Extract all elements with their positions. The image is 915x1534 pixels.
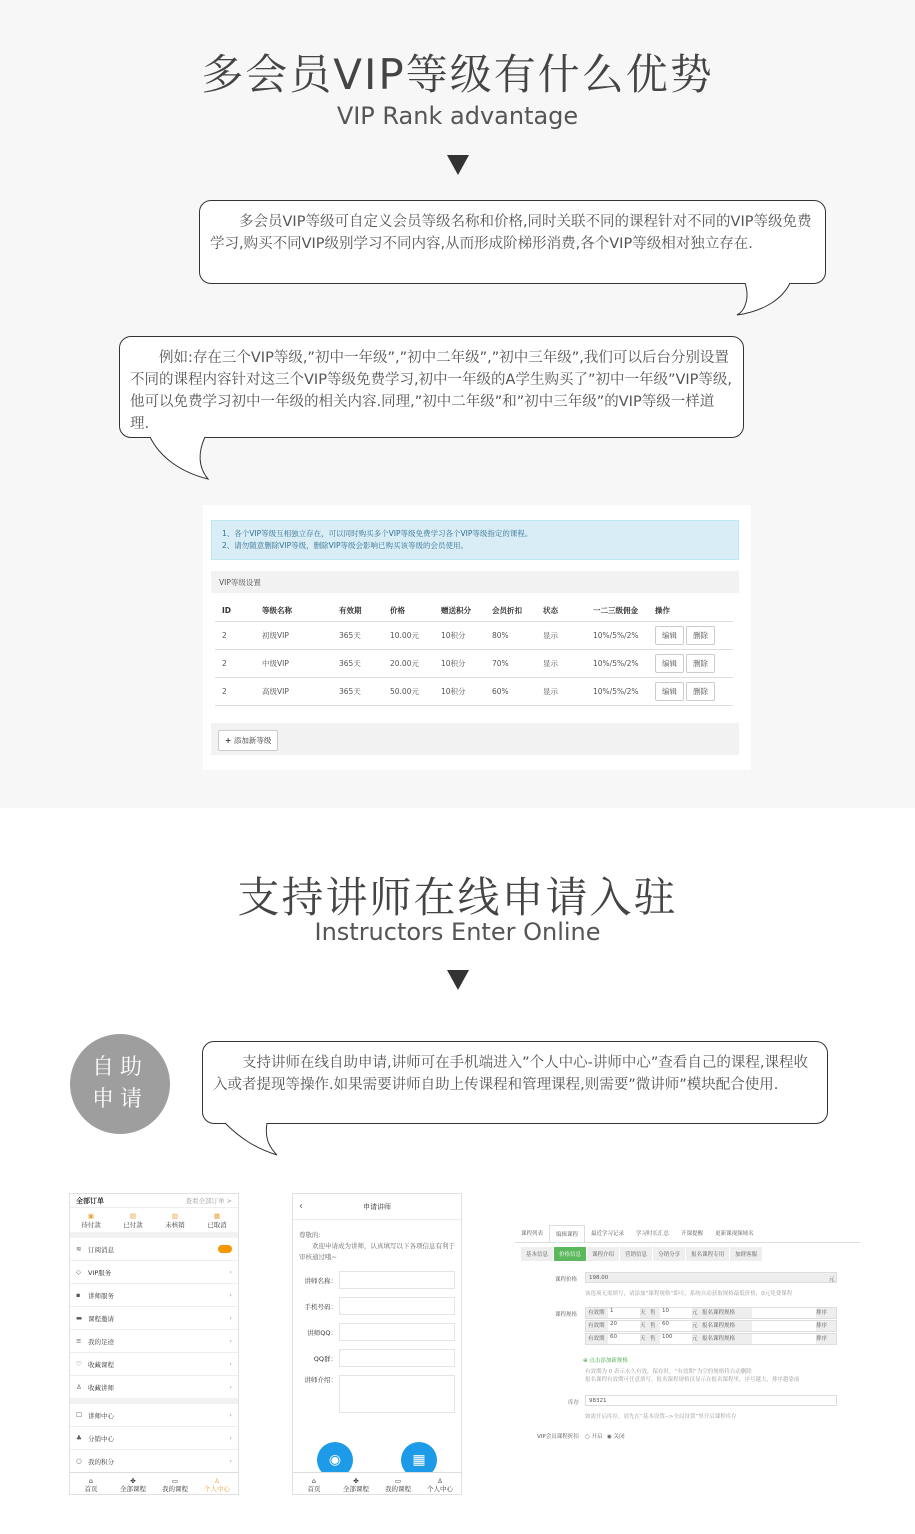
- spec-day-unit: 天: [640, 1321, 650, 1331]
- spec-price-label: 售: [650, 1321, 660, 1331]
- tab-label: 我的课程: [162, 1485, 188, 1493]
- spec-sort-label: 排序: [816, 1334, 836, 1344]
- menu-item-footprint[interactable]: [70, 1330, 238, 1353]
- ticket-icon: ▥: [171, 1212, 179, 1220]
- price-unit: 元: [829, 1277, 835, 1283]
- cell-status: 显示: [536, 621, 586, 649]
- tab-label: 我的课程: [385, 1485, 411, 1493]
- mobile-personal-center: [69, 1193, 239, 1495]
- section-title: 支持讲师在线申请入驻: [237, 873, 678, 922]
- menu-item-invite[interactable]: [70, 1307, 238, 1330]
- cell-status: 显示: [536, 677, 586, 705]
- spec-table: [585, 1307, 837, 1345]
- tab-reminder[interactable]: 开课提醒: [681, 1231, 704, 1237]
- order-tab-unverified[interactable]: [154, 1208, 196, 1232]
- section-subtitle: Instructors Enter Online: [314, 918, 601, 946]
- subtab-group[interactable]: 加群客服: [730, 1247, 762, 1261]
- form-row: [293, 1267, 461, 1293]
- grid-icon: ✤: [130, 1477, 136, 1485]
- bottom-tabbar: [293, 1472, 461, 1494]
- spec-price-input[interactable]: 100: [662, 1334, 673, 1340]
- column-header: 会员折扣: [485, 601, 536, 621]
- cell-period: 365天: [332, 649, 383, 677]
- radio-label: 关闭: [613, 1434, 625, 1440]
- spec-price-input[interactable]: 60: [662, 1321, 669, 1327]
- chat-icon: ☐: [76, 1411, 82, 1419]
- subtab-marketing[interactable]: 营销信息: [620, 1247, 652, 1261]
- price-hint: 该选项无需填写，请添加“课程规格”即可，系统自动获取规格最低价格，0元免费课程: [585, 1291, 793, 1297]
- column-header: 等级名称: [255, 601, 332, 621]
- cancel-icon: ▦: [213, 1212, 221, 1220]
- cell-points: 10积分: [434, 677, 485, 705]
- tab-label: 首页: [307, 1485, 321, 1493]
- cell-points: 10积分: [434, 649, 485, 677]
- bubble-tail-icon: [745, 283, 795, 318]
- section-title: 多会员VIP等级有什么优势: [201, 50, 714, 99]
- menu-label: 我的足迹: [88, 1337, 114, 1346]
- tab-study-duration[interactable]: 学习时长汇总: [636, 1231, 670, 1237]
- cell-period: 365天: [332, 677, 383, 705]
- cell-discount: 60%: [485, 677, 536, 705]
- menu-item-lecturer-service[interactable]: [70, 1284, 238, 1307]
- stock-input[interactable]: [585, 1395, 837, 1406]
- cell-price: 20.00元: [383, 649, 434, 677]
- spec-label: 课程规格: [555, 1312, 578, 1318]
- all-orders-link[interactable]: 查看全部订单 >: [185, 1197, 232, 1205]
- cell-status: 显示: [536, 649, 586, 677]
- lecturer-name-input[interactable]: [339, 1271, 455, 1289]
- edit-button[interactable]: 编辑: [655, 682, 684, 701]
- book-icon: ▭: [394, 1477, 402, 1485]
- chevron-right-icon: ›: [229, 1360, 232, 1368]
- vip-off-radio[interactable]: [607, 1432, 625, 1440]
- camera-icon: ◉: [328, 1452, 342, 1468]
- diamond-icon: ◇: [76, 1268, 81, 1276]
- user-icon: ♙: [76, 1383, 82, 1391]
- order-tab-paid[interactable]: [112, 1208, 154, 1232]
- menu-label: 订阅消息: [88, 1245, 114, 1254]
- tab-label: 个人中心: [204, 1485, 230, 1493]
- tab-label: 首页: [84, 1485, 98, 1493]
- tab-home[interactable]: [70, 1473, 112, 1494]
- field-label: 讲师QQ：: [307, 1328, 337, 1337]
- spec-day-unit: 天: [640, 1334, 650, 1344]
- tab-all-courses[interactable]: [335, 1473, 377, 1494]
- bubble-text: 多会员VIP等级可自定义会员等级名称和价格,同时关联不同的课程针对不同的VIP等级免费学习,购买不同VIP级别学习不同内容,从而形成阶梯形消费,各个VIP等级相对独立存在.: [210, 214, 812, 252]
- stock-label: 库存: [568, 1400, 580, 1406]
- menu-item-lecturer-center[interactable]: [70, 1404, 238, 1427]
- field-label: QQ群：: [313, 1354, 337, 1363]
- radio-label: 开启: [591, 1434, 603, 1440]
- delete-button[interactable]: 删除: [686, 626, 715, 645]
- badge-line: 自助: [91, 1055, 148, 1080]
- receipt-icon: ▤: [129, 1212, 137, 1220]
- notice-line: 1、各个VIP等级互相独立存在，可以同时购买多个VIP等级免费学习各个VIP等级指定的课程。: [222, 529, 533, 538]
- form-row: [293, 1371, 461, 1419]
- cell-discount: 80%: [485, 621, 536, 649]
- tab-home[interactable]: [293, 1473, 335, 1494]
- column-header: 一二三级佣金: [586, 601, 648, 621]
- badge-line: 申请: [91, 1087, 148, 1112]
- edit-button[interactable]: 编辑: [655, 626, 684, 645]
- menu-label: 课程邀请: [88, 1314, 114, 1323]
- add-level-button[interactable]: [218, 730, 278, 751]
- spec-price-input[interactable]: 10: [662, 1308, 669, 1314]
- tab-my-courses[interactable]: [377, 1473, 419, 1494]
- chevron-right-icon: ›: [229, 1337, 232, 1345]
- bubble-text: 支持讲师在线自助申请,讲师可在手机端进入”个人中心-讲师中心”查看自己的课程,课程收入或者提现等操作.如果需要讲师自助上传课程和管理课程,则需要”微讲师”模块配合使用.: [213, 1055, 808, 1093]
- speech-bubble: [202, 1041, 828, 1124]
- panel-heading: VIP等级设置: [211, 571, 739, 593]
- tab-my-courses[interactable]: [154, 1473, 196, 1494]
- edit-button[interactable]: 编辑: [655, 654, 684, 673]
- add-level-label: 添加新等级: [233, 736, 272, 745]
- lecturer-icon: ▪: [76, 1291, 81, 1299]
- add-spec-label: 点击添加新规格: [589, 1358, 628, 1364]
- radio-empty-icon: ○: [585, 1434, 592, 1440]
- tab-course-list[interactable]: 课程列表: [521, 1231, 544, 1237]
- points-icon: ○: [76, 1457, 82, 1465]
- spec-signup-label: 报名课程规格: [702, 1308, 752, 1318]
- cell-discount: 70%: [485, 649, 536, 677]
- down-arrow-icon: [447, 155, 469, 175]
- delete-button[interactable]: 删除: [686, 682, 715, 701]
- menu-label: 收藏课程: [88, 1360, 114, 1369]
- cell-actions: [648, 621, 733, 649]
- panel-footer: [211, 723, 739, 755]
- home-icon: ⌂: [311, 1477, 317, 1485]
- cell-id: 2: [215, 677, 255, 705]
- bubble-tail-icon: [225, 1123, 285, 1158]
- subtab-intro[interactable]: 课程介绍: [587, 1247, 619, 1261]
- bubble-tail-icon: [150, 437, 220, 482]
- stock-hint: 如需开启库存，请先在“基本设置-->全局设置”里开启课程库存: [585, 1414, 737, 1420]
- spec-row: [585, 1320, 837, 1332]
- spec-period-input[interactable]: 60: [610, 1334, 617, 1340]
- wallet-icon: ▣: [87, 1212, 95, 1220]
- spec-period-label: 有效期: [586, 1334, 608, 1344]
- back-arrow-icon[interactable]: ‹: [299, 1201, 303, 1212]
- intro-text: 欢迎申请成为讲师，认真填写以下各项信息有利于审核通过哦~: [299, 1242, 455, 1261]
- bottom-tabbar: [70, 1472, 238, 1494]
- table-row: [215, 649, 733, 677]
- intro-textarea[interactable]: [339, 1375, 455, 1413]
- chevron-right-icon: ›: [229, 1268, 232, 1276]
- column-header: 价格: [383, 601, 434, 621]
- price-value: 198.00: [589, 1275, 609, 1281]
- spec-row: [585, 1333, 837, 1345]
- orders-title: 全部订单: [76, 1196, 104, 1205]
- cell-period: 365天: [332, 621, 383, 649]
- spec-day-unit: 天: [640, 1308, 650, 1318]
- mail-icon: ▬: [76, 1314, 83, 1322]
- table-row: [215, 621, 733, 649]
- menu-label: 我的积分: [88, 1457, 114, 1466]
- vip-settings-panel: [203, 505, 751, 770]
- menu-item-points[interactable]: [70, 1450, 238, 1473]
- cell-price: 10.00元: [383, 621, 434, 649]
- tab-profile[interactable]: [419, 1473, 461, 1494]
- add-spec-button[interactable]: [583, 1356, 628, 1364]
- spec-signup-label: 报名课程规格: [702, 1321, 752, 1331]
- spec-signup-label: 报名课程规格: [702, 1334, 752, 1344]
- heart-icon: ♡: [76, 1360, 82, 1368]
- order-tab-label: 已付款: [123, 1221, 143, 1229]
- spec-period-input[interactable]: 20: [610, 1321, 617, 1327]
- spec-hint: 报名课程有效期可任意填写，报名课程规格仅显示在报名课程里，序号越大，排序越靠前: [585, 1377, 800, 1383]
- spec-period-label: 有效期: [586, 1321, 608, 1331]
- section-subtitle: VIP Rank advantage: [336, 102, 579, 130]
- spec-sort-label: 排序: [816, 1321, 836, 1331]
- spec-yuan-unit: 元: [692, 1321, 702, 1331]
- tab-label: 个人中心: [427, 1485, 453, 1493]
- cell-commission: 10%/5%/2%: [586, 677, 648, 705]
- menu-label: 讲师服务: [88, 1291, 114, 1300]
- cell-price: 50.00元: [383, 677, 434, 705]
- form-row: [293, 1345, 461, 1371]
- chevron-right-icon: ›: [229, 1457, 232, 1465]
- menu-item-vip[interactable]: [70, 1261, 238, 1284]
- network-icon: ♣: [76, 1434, 82, 1442]
- spec-hint: 有效期为 0 表示永久有效，保存时，“有效期”为空的规格将自动删除: [585, 1369, 752, 1375]
- tab-edit-course[interactable]: 编辑课程: [549, 1225, 585, 1242]
- order-tab-label: 待付款: [81, 1221, 101, 1229]
- column-header: 状态: [536, 601, 586, 621]
- order-tab-unpaid[interactable]: [70, 1208, 112, 1232]
- spec-yuan-unit: 元: [692, 1308, 702, 1318]
- menu-item-fav-lecturer[interactable]: [70, 1376, 238, 1404]
- notice-line: 2、请勿随意删除VIP等级，删除VIP等级会影响已购买该等级的会员使用。: [222, 541, 469, 550]
- person-icon: ♙: [214, 1477, 220, 1485]
- qrcode-icon: ▦: [412, 1452, 426, 1468]
- subtab-signup[interactable]: 报名课程专用: [686, 1247, 729, 1261]
- delete-button[interactable]: 删除: [686, 654, 715, 673]
- tab-label: 全部课程: [120, 1485, 146, 1493]
- menu-item-fav-course[interactable]: [70, 1353, 238, 1376]
- qq-group-input[interactable]: [339, 1349, 455, 1367]
- person-icon: ♙: [437, 1477, 443, 1485]
- chevron-right-icon: ›: [229, 1434, 232, 1442]
- chevron-right-icon: ›: [229, 1291, 232, 1299]
- speech-bubble: [119, 336, 744, 438]
- field-label: 手机号码：: [304, 1302, 337, 1311]
- menu-label: 收藏讲师: [88, 1383, 114, 1392]
- spec-sort-label: 排序: [816, 1308, 836, 1318]
- phone-input[interactable]: [339, 1297, 455, 1315]
- cell-actions: [648, 677, 733, 705]
- down-arrow-icon: [447, 970, 469, 990]
- spec-period-input[interactable]: 1: [610, 1308, 614, 1314]
- column-header: 有效期: [332, 601, 383, 621]
- spec-row: [585, 1307, 837, 1319]
- plus-circle-icon: ⊕: [583, 1358, 590, 1364]
- bubble-text: 例如:存在三个VIP等级,”初中一年级”,”初中二年级”,”初中三年级”,我们可以后台分别设置不同的课程内容针对这三个VIP等级免费学习,初中一年级的A学生购买了”初中一年级”VIP等级,他可以免费学习初中一年级的相关内容.同理,”初中二年级”和”初中三年级”的VIP等级一样道理.: [130, 350, 733, 432]
- price-input[interactable]: [585, 1272, 837, 1283]
- vip-table: [215, 601, 733, 706]
- top-tabs: [515, 1225, 860, 1243]
- spec-period-label: 有效期: [586, 1308, 608, 1318]
- plus-icon: +: [225, 736, 234, 745]
- footprint-icon: ≡: [76, 1337, 82, 1345]
- tab-profile[interactable]: [196, 1473, 238, 1494]
- menu-item-distribution[interactable]: [70, 1427, 238, 1450]
- spec-yuan-unit: 元: [692, 1334, 702, 1344]
- cell-id: 2: [215, 649, 255, 677]
- chevron-right-icon: ›: [229, 1383, 232, 1391]
- book-icon: ▭: [171, 1477, 179, 1485]
- menu-label: 讲师中心: [88, 1411, 114, 1420]
- grid-icon: ✤: [353, 1477, 359, 1485]
- tab-video-domain[interactable]: 更新课视频域名: [715, 1231, 754, 1237]
- radio-checked-icon: ◉: [607, 1434, 614, 1440]
- menu-item-subscribe[interactable]: [70, 1238, 238, 1261]
- order-tab-label: 已取消: [207, 1221, 227, 1229]
- price-label: 课程价格: [555, 1277, 578, 1283]
- form-row: [293, 1293, 461, 1319]
- order-tab-label: 未核销: [165, 1221, 185, 1229]
- cell-name: 初级VIP: [255, 621, 332, 649]
- field-label: 讲师介绍：: [304, 1376, 337, 1384]
- tab-all-courses[interactable]: [112, 1473, 154, 1494]
- cell-commission: 10%/5%/2%: [586, 649, 648, 677]
- self-apply-badge: [70, 1034, 170, 1134]
- menu-label: VIP服务: [88, 1268, 112, 1277]
- tab-recent-study[interactable]: 最近学习记录: [591, 1231, 625, 1237]
- cell-id: 2: [215, 621, 255, 649]
- cell-commission: 10%/5%/2%: [586, 621, 648, 649]
- intro-greeting: 尊敬的:: [299, 1231, 321, 1239]
- speech-bubble: [199, 200, 826, 284]
- cell-points: 10积分: [434, 621, 485, 649]
- tab-label: 全部课程: [343, 1485, 369, 1493]
- column-header: 赠送积分: [434, 601, 485, 621]
- chevron-right-icon: ›: [229, 1314, 232, 1322]
- sub-tabs: [521, 1247, 860, 1261]
- qq-input[interactable]: [339, 1323, 455, 1341]
- cell-name: 高级VIP: [255, 677, 332, 705]
- column-header: 操作: [648, 601, 733, 621]
- page-title: 申请讲师: [363, 1202, 391, 1211]
- form-row: [293, 1319, 461, 1345]
- subtab-share[interactable]: 分销分享: [653, 1247, 685, 1261]
- menu-label: 分销中心: [88, 1434, 114, 1443]
- spec-price-label: 售: [650, 1334, 660, 1344]
- order-tab-cancelled[interactable]: [196, 1208, 238, 1232]
- subtab-basic[interactable]: 基本信息: [521, 1247, 553, 1261]
- rss-icon: ≋: [76, 1245, 82, 1253]
- toggle-switch[interactable]: [218, 1245, 232, 1253]
- stock-value: 98321: [589, 1398, 607, 1404]
- column-header: ID: [215, 601, 255, 621]
- field-label: 讲师名称：: [304, 1276, 337, 1285]
- home-icon: ⌂: [88, 1477, 94, 1485]
- cell-actions: [648, 649, 733, 677]
- cell-name: 中级VIP: [255, 649, 332, 677]
- chevron-right-icon: ›: [229, 1411, 232, 1419]
- table-row: [215, 677, 733, 705]
- spec-price-label: 售: [650, 1308, 660, 1318]
- vip-discount-label: VIP会员课程折扣: [537, 1434, 579, 1440]
- vip-on-radio[interactable]: [585, 1432, 603, 1440]
- notice-box: [211, 520, 739, 560]
- mobile-apply-lecturer: [292, 1193, 462, 1495]
- admin-course-editor: [515, 1225, 860, 1447]
- subtab-price[interactable]: 价格信息: [554, 1247, 586, 1261]
